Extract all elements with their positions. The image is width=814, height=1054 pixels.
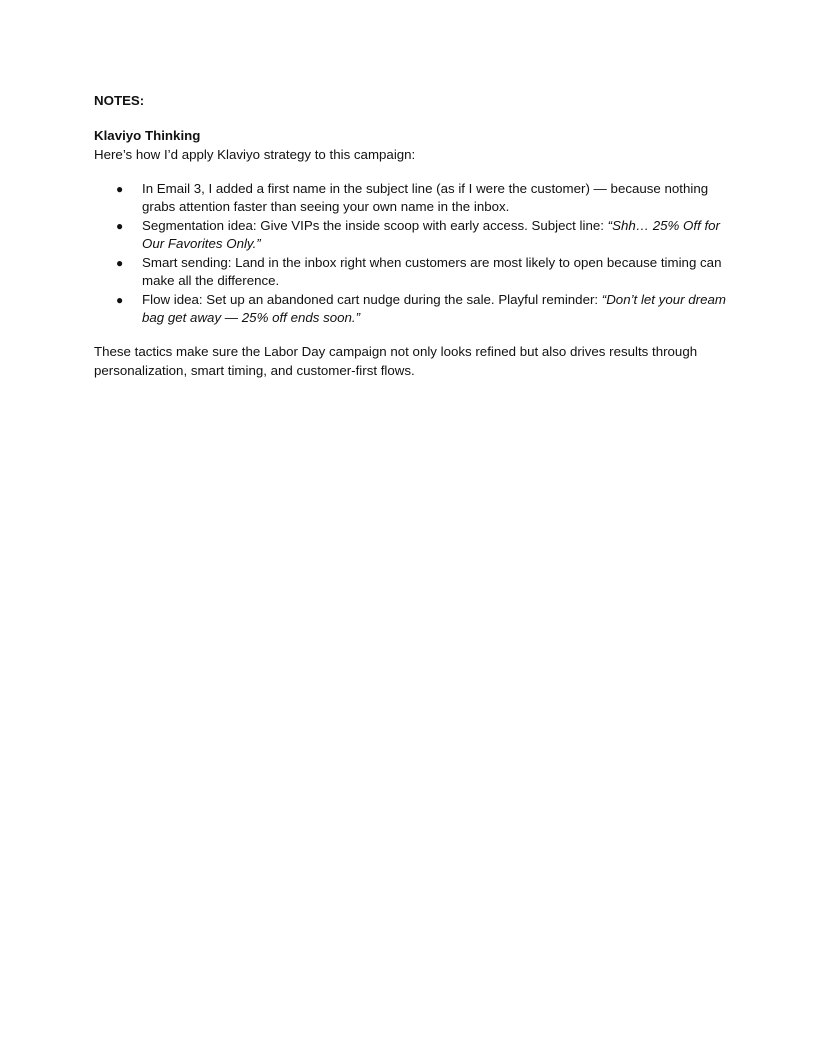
bullet-dot-icon: ● — [116, 181, 124, 196]
spacer — [94, 111, 730, 128]
section-intro: Here’s how I’d apply Klaviyo strategy to this campaign: — [94, 146, 416, 162]
bullet-item-email-3 — [94, 180, 730, 217]
bullet-text: Flow idea: Set up an abandoned cart nudge during the sale. Playful reminder: — [142, 291, 602, 307]
section-title: Klaviyo Thinking — [94, 128, 201, 143]
bullet-item-segmentation — [94, 217, 730, 254]
bullet-dot-icon: ● — [116, 218, 124, 233]
bullet-item-flow-idea — [94, 291, 730, 328]
notes-heading: NOTES: — [94, 93, 145, 108]
bullet-text: Segmentation idea: Give VIPs the inside scoop with early access. Subject line: — [142, 217, 608, 233]
bullet-item-smart-sending — [94, 254, 730, 291]
bullet-dot-icon: ● — [116, 292, 124, 307]
document-content — [94, 92, 730, 380]
bullet-quote: “Shh… 25% Off for Our Favorites Only.” — [142, 217, 720, 251]
bullet-text: In Email 3, I added a first name in the subject line (as if I were the customer) — because nothing grabs attention faster than seeing your own name in the inbox. — [142, 180, 709, 214]
closing-paragraph: These tactics make sure the Labor Day campaign not only looks refined but also drives results through personalization, smart timing, and customer-first flows. — [94, 344, 698, 378]
strategy-bullet-list — [94, 180, 730, 328]
bullet-quote: “Don’t let your dream bag get away — 25% off ends soon.” — [142, 291, 726, 325]
bullet-dot-icon: ● — [116, 255, 124, 270]
bullet-text: Smart sending: Land in the inbox right when customers are most likely to open because timing can make all the difference. — [142, 254, 722, 288]
